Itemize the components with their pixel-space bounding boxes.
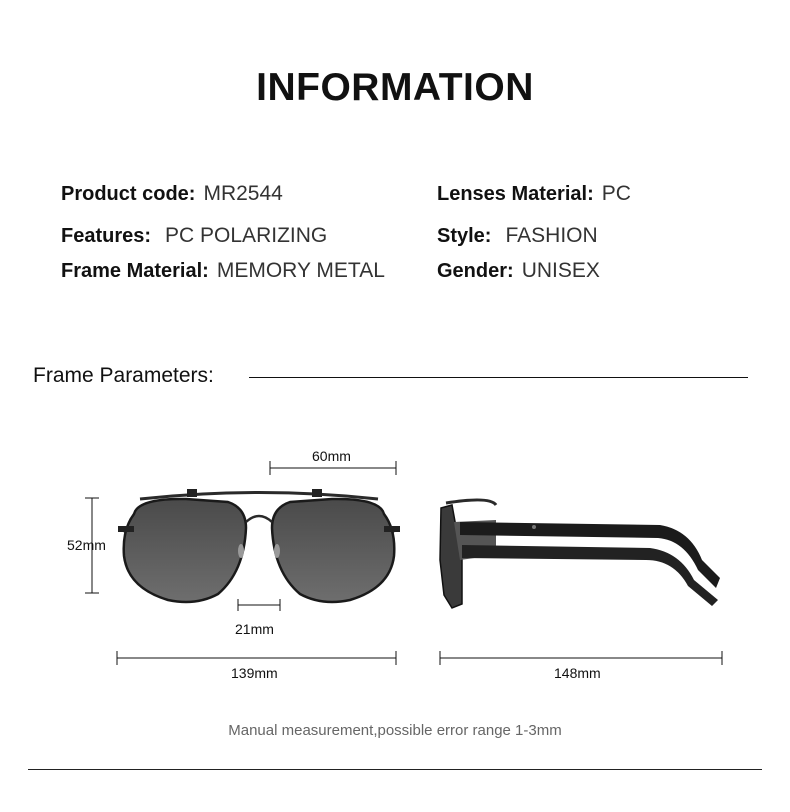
side-lens <box>440 505 462 608</box>
frame-width-label: 139mm <box>231 665 278 681</box>
side-view-sunglasses <box>440 500 720 608</box>
spec-key: Lenses Material: <box>437 183 594 205</box>
spec-key: Style: <box>437 225 492 247</box>
spec-key: Frame Material: <box>61 260 209 282</box>
bottom-divider <box>28 769 762 770</box>
lens-height-label: 52mm <box>67 537 106 553</box>
frame-parameters-label: Frame Parameters: <box>33 364 214 387</box>
spec-key: Features: <box>61 225 152 247</box>
spec-key: Gender: <box>437 260 514 282</box>
bridge-width-dimension <box>238 599 280 611</box>
right-lens <box>272 499 394 602</box>
spec-value: MEMORY METAL <box>216 259 385 282</box>
bridge-width-label: 21mm <box>235 621 274 637</box>
spec-key: Product code: <box>61 183 196 205</box>
measurement-note: Manual measurement,possible error range 1-3mm <box>228 722 562 739</box>
spec-value: MR2544 <box>203 182 283 205</box>
spec-value: PC <box>601 182 631 205</box>
left-lens <box>124 499 246 602</box>
spec-value: UNISEX <box>521 259 600 282</box>
frame-width-dimension <box>117 651 396 665</box>
front-view-sunglasses <box>118 489 400 602</box>
temple-length-dimension <box>440 651 722 665</box>
temple-length-label: 148mm <box>554 665 601 681</box>
page-title: INFORMATION <box>256 66 534 109</box>
spec-value: FASHION <box>505 224 598 247</box>
lens-width-label: 60mm <box>312 448 351 464</box>
spec-value: PC POLARIZING <box>165 224 328 247</box>
